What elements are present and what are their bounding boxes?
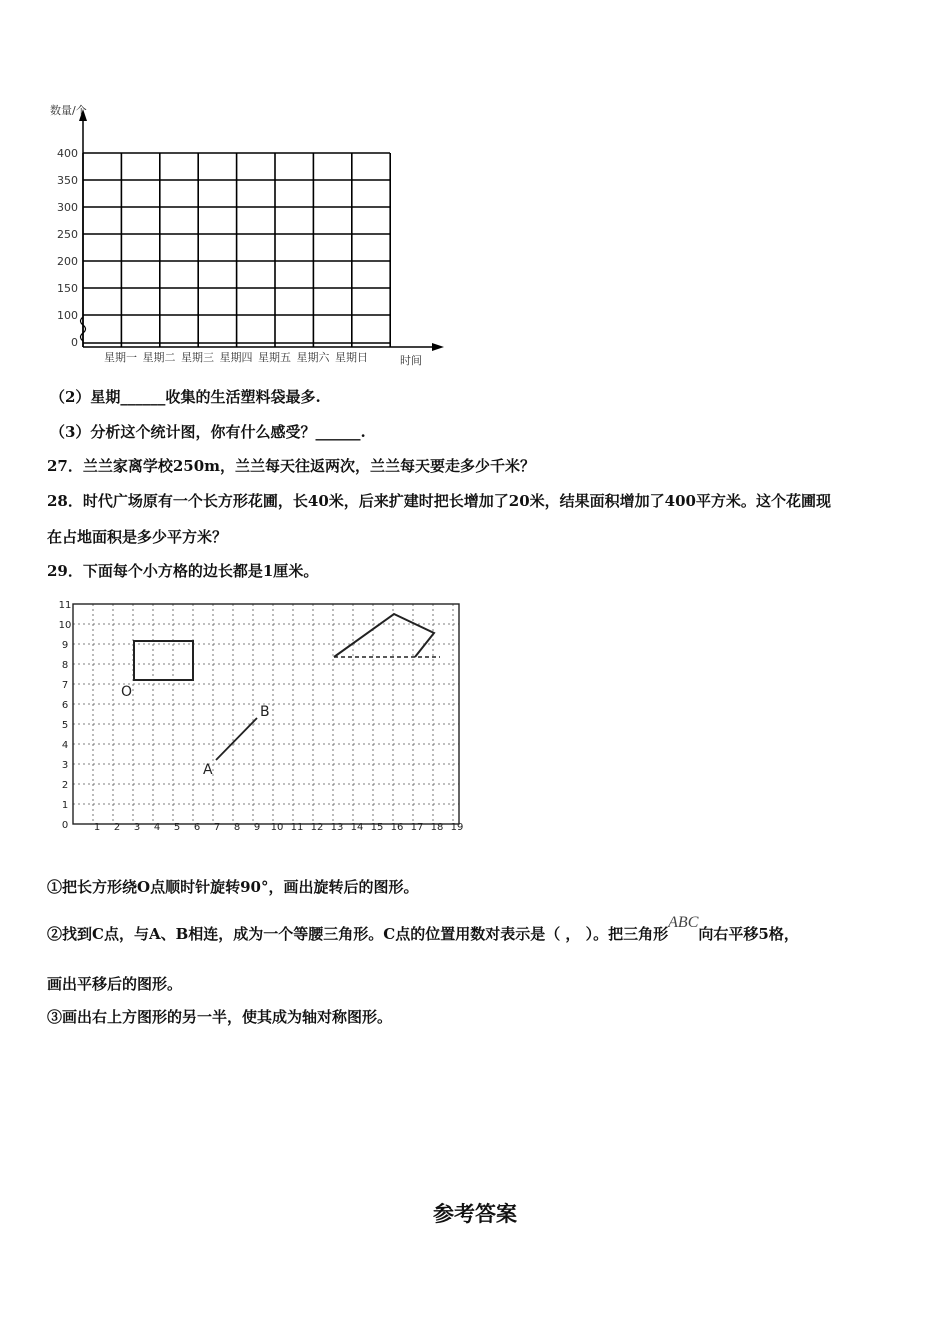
grid-y-tick: 1 <box>61 800 69 811</box>
q29-item2-line2: 画出平移后的图形。 <box>47 975 183 993</box>
chart-grid <box>83 153 390 347</box>
grid-x-tick: 18 <box>430 822 444 833</box>
half-figure <box>334 614 434 657</box>
grid-y-tick: 8 <box>61 660 69 671</box>
x-tick-label: 星期六 <box>296 351 330 364</box>
grid-x-tick: 9 <box>253 822 261 833</box>
q29-item2-before: ②找到C点，与A、B相连，成为一个等腰三角形。C点的位置用数对表示是（ ， ）。把三角形 <box>47 925 669 943</box>
point-a-label: A <box>203 762 213 778</box>
x-axis-label: 时间 <box>400 354 422 367</box>
x-tick-labels <box>104 350 368 364</box>
y-tick-label: 400 <box>57 147 78 160</box>
grid-x-tick: 7 <box>213 822 221 833</box>
y-tick-label: 200 <box>57 255 78 268</box>
grid-x-tick: 17 <box>410 822 424 833</box>
y-tick-label: 300 <box>57 201 78 214</box>
y-axis-label: 数量/个 <box>50 104 87 117</box>
grid-x-tick: 16 <box>390 822 404 833</box>
x-tick-label: 星期二 <box>142 351 176 364</box>
q28-line2: 在占地面积是多少平方米？ <box>47 528 228 546</box>
grid-y-tick: 7 <box>61 680 69 691</box>
x-tick-label: 星期五 <box>258 351 291 364</box>
segment-ab <box>216 718 257 760</box>
y-tick-label: 350 <box>57 174 78 187</box>
grid-y-tick: 10 <box>58 620 72 631</box>
grid-x-tick: 2 <box>113 822 121 833</box>
rectangle-shape <box>134 641 193 680</box>
q29-item2-after: 向右平移5格， <box>698 925 799 943</box>
y-tick-label: 150 <box>57 282 78 295</box>
grid-y-tick: 11 <box>58 600 72 611</box>
grid-x-tick: 3 <box>133 822 141 833</box>
grid-x-tick: 12 <box>310 822 324 833</box>
grid-x-tick: 6 <box>193 822 201 833</box>
q28-line1: 28．时代广场原有一个长方形花圃，长40米，后来扩建时把长增加了20米，结果面积增加了400平方米。这个花圃现 <box>47 492 831 510</box>
triangle-abc-label: ABC <box>668 914 699 931</box>
grid-x-tick: 19 <box>450 822 464 833</box>
grid-y-tick: 2 <box>61 780 69 791</box>
point-o-label: O <box>121 684 133 700</box>
grid-x-tick: 15 <box>370 822 384 833</box>
grid-x-tick: 10 <box>270 822 284 833</box>
grid-x-tick: 1 <box>93 822 101 833</box>
y-tick-label: 0 <box>71 336 78 349</box>
q29-item3: ③画出右上方图形的另一半，使其成为轴对称图形。 <box>47 1008 393 1026</box>
y-tick-labels <box>57 147 78 349</box>
grid-y-tick: 4 <box>61 740 69 751</box>
grid-y-tick: 5 <box>61 720 69 731</box>
grid-y-tick: 9 <box>61 640 69 651</box>
grid-y-tick: 6 <box>61 700 69 711</box>
y-tick-label: 250 <box>57 228 78 241</box>
y-tick-label: 100 <box>57 309 78 322</box>
x-tick-label: 星期日 <box>335 351 368 364</box>
grid-x-tick: 8 <box>233 822 241 833</box>
grid-x-tick: 5 <box>173 822 181 833</box>
grid-x-tick: 14 <box>350 822 364 833</box>
q26-part2: （2）星期______收集的生活塑料袋最多. <box>50 388 321 406</box>
q26-part3: （3）分析这个统计图，你有什么感受？______. <box>50 423 366 441</box>
answer-section-title: 参考答案 <box>433 1201 517 1226</box>
x-tick-label: 星期四 <box>219 351 253 364</box>
coordinate-grid-figure <box>45 590 475 840</box>
grid-y-tick-labels <box>59 600 72 831</box>
x-tick-label: 星期三 <box>181 351 214 364</box>
statistics-grid-chart <box>40 95 460 375</box>
grid-x-tick: 13 <box>330 822 344 833</box>
point-b-label: B <box>260 704 270 720</box>
grid-x-tick: 4 <box>153 822 161 833</box>
grid-y-tick: 0 <box>61 820 69 831</box>
q27-text: 27．兰兰家离学校250m，兰兰每天往返两次，兰兰每天要走多少千米？ <box>47 457 536 475</box>
grid-y-tick: 3 <box>61 760 69 771</box>
q29-intro: 29．下面每个小方格的边长都是1厘米。 <box>47 562 319 580</box>
grid-x-tick: 11 <box>290 822 304 833</box>
q29-item1: ①把长方形绕O点顺时针旋转90°，画出旋转后的图形。 <box>47 878 419 896</box>
x-tick-label: 星期一 <box>104 351 137 364</box>
q29-item2-line1 <box>47 914 799 944</box>
